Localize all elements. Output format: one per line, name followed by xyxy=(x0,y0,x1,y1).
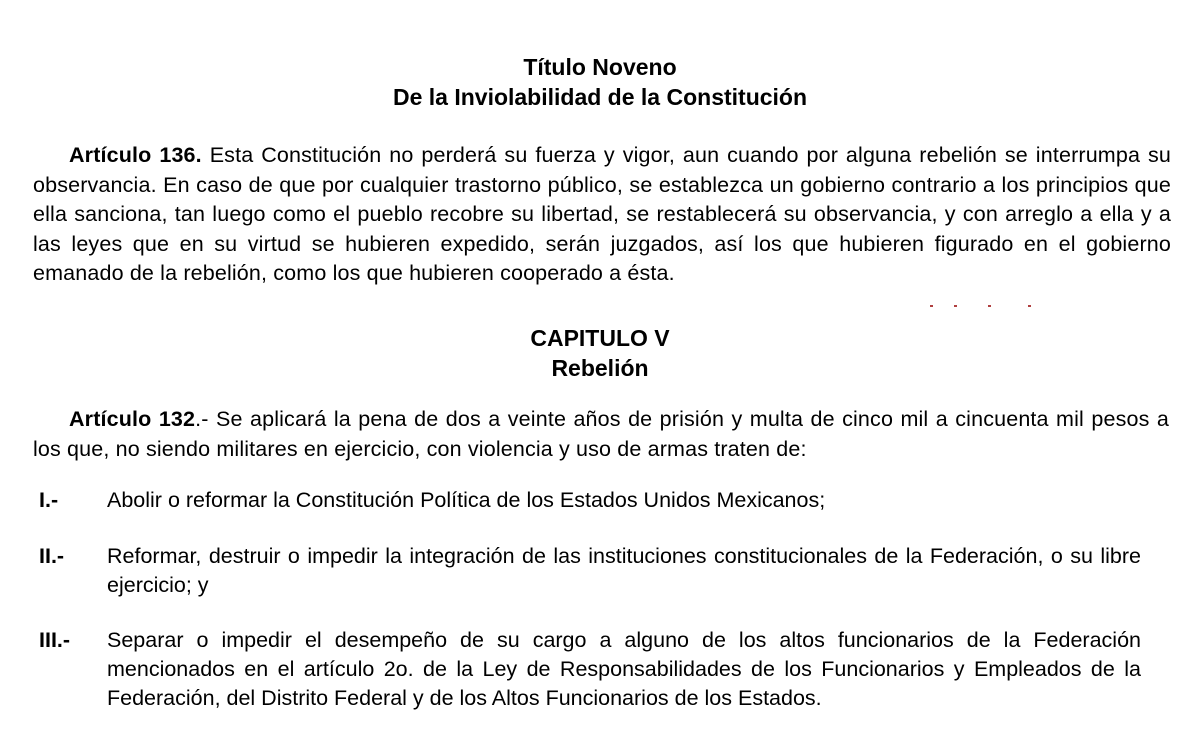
list-item-text: Separar o impedir el desempeño de su cargo a alguno de los altos funcionarios de la Federación mencionados en el artículo 2o. de la Ley de Responsabilidades de los Funcionarios y Empleados de la Federación, del Distrito Federal y de los Altos Funcionarios de los Estados. xyxy=(107,628,1141,710)
article-132-lead: Artículo 132 xyxy=(69,407,196,431)
article-136-lead: Artículo 136. xyxy=(69,143,202,167)
article-132-paragraph xyxy=(33,405,1169,464)
list-item-number: II.- xyxy=(39,544,65,568)
article-136-paragraph xyxy=(33,141,1171,289)
list-item-number: III.- xyxy=(39,628,71,652)
title-line-1: Título Noveno xyxy=(523,54,677,80)
chapter-line-1: CAPITULO V xyxy=(530,325,670,351)
chapter-heading xyxy=(0,323,1200,383)
scan-marks xyxy=(930,305,1040,311)
article-132-body: .- Se aplicará la pena de dos a veinte años de prisión y multa de cinco mil a cincuenta mil pesos a los que, no siendo militares en ejercicio, con violencia y uso de armas traten de: xyxy=(33,407,1169,461)
title-line-2: De la Inviolabilidad de la Constitución xyxy=(392,84,808,110)
chapter-line-2: Rebelión xyxy=(551,355,649,381)
article-136-body: Esta Constitución no perderá su fuerza y vigor, aun cuando por alguna rebelión se interrumpa su observancia. En caso de que por cualquier trastorno público, se establezca un gobierno contrario a los principios que ella sanciona, tan luego como el pueblo recobre su libertad, se restablecerá su observancia, y con arreglo a ella y a las leyes que en su virtud se hubieren expedido, serán juzgados, así los que hubieren figurado en el gobierno emanado de la rebelión, como los que hubieren cooperado a ésta. xyxy=(33,143,1171,286)
title-heading xyxy=(0,52,1200,112)
list-item-text: Reformar, destruir o impedir la integración de las instituciones constitucionales de la Federación, o su libre ejercicio; y xyxy=(107,544,1141,597)
list-item-text: Abolir o reformar la Constitución Política de los Estados Unidos Mexicanos; xyxy=(107,488,826,512)
list-item-number: I.- xyxy=(39,488,59,512)
